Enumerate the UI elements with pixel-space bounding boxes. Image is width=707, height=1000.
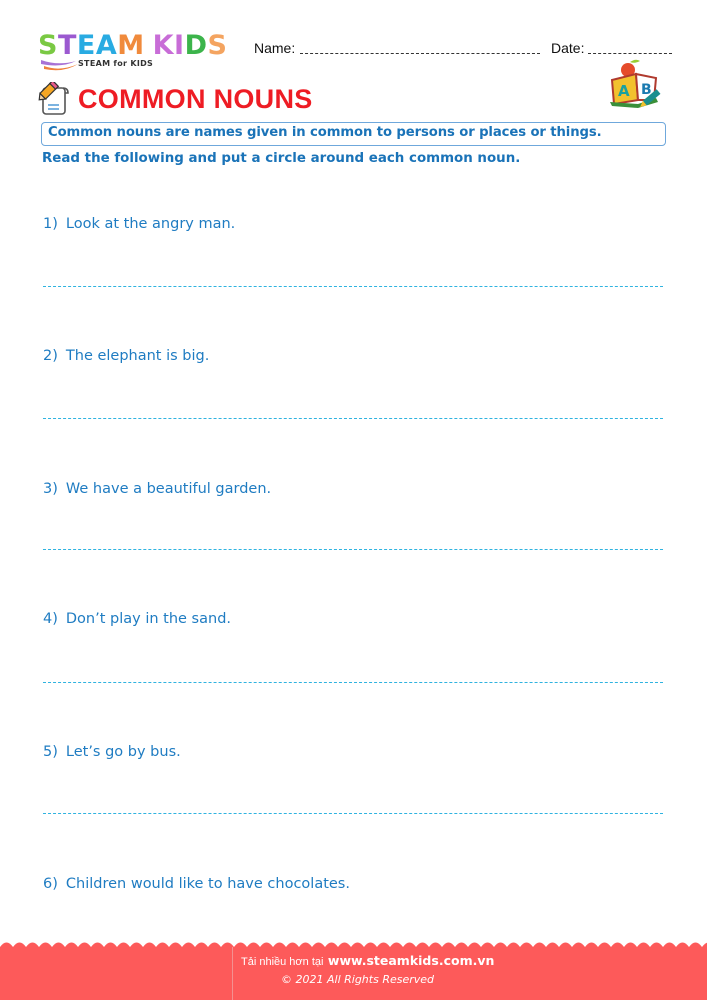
question-number: 1) <box>43 216 58 232</box>
logo-letter: M <box>117 30 145 61</box>
footer-website-link[interactable]: www.steamkids.com.vn <box>327 953 495 968</box>
question-item[interactable] <box>43 744 181 760</box>
question-number: 6) <box>43 876 58 892</box>
instruction-text: Read the following and put a circle around each common noun. <box>42 151 521 166</box>
question-text: Children would like to have chocolates. <box>65 876 350 892</box>
logo-letter: S <box>38 30 58 61</box>
footer-copyright: © 2021 All Rights Reserved <box>281 973 435 986</box>
logo-letter: I <box>174 30 185 61</box>
svg-text:A: A <box>618 82 630 100</box>
question-number: 4) <box>43 611 58 627</box>
answer-line[interactable] <box>43 286 663 287</box>
question-number: 5) <box>43 744 58 760</box>
date-label: Date: <box>551 40 585 56</box>
question-text: Look at the angry man. <box>65 216 236 232</box>
answer-line[interactable] <box>43 418 663 419</box>
steam-kids-logo <box>38 32 238 72</box>
logo-letter: E <box>76 30 96 61</box>
name-label: Name: <box>254 40 296 56</box>
logo-letter: S <box>207 30 228 61</box>
footer-divider <box>232 947 233 1000</box>
logo-letter: D <box>184 30 208 61</box>
question-item[interactable] <box>43 611 231 627</box>
question-text: The elephant is big. <box>65 348 210 364</box>
logo-letter: A <box>95 30 118 61</box>
question-number: 2) <box>43 348 58 364</box>
question-item[interactable] <box>43 348 209 364</box>
logo-wordmark <box>38 32 227 60</box>
date-field[interactable] <box>588 53 672 54</box>
pencil-scroll-icon <box>37 82 71 116</box>
logo-letter: T <box>57 30 77 61</box>
name-field[interactable] <box>300 53 540 54</box>
logo-tagline: STEAM for KIDS <box>78 59 154 68</box>
logo-swoosh-icon <box>40 58 80 72</box>
answer-line[interactable] <box>43 549 663 550</box>
question-item[interactable] <box>43 481 271 497</box>
footer-prefix: Tải nhiều hơn tại <box>241 956 324 968</box>
apple-abc-book-icon <box>606 58 664 110</box>
question-text: Don’t play in the sand. <box>65 611 232 627</box>
question-item[interactable] <box>43 876 350 892</box>
question-text: We have a beautiful garden. <box>65 481 272 497</box>
logo-letter: K <box>152 30 175 61</box>
definition-box: Common nouns are names given in common to persons or places or things. <box>41 122 666 146</box>
footer-download-line <box>241 952 494 970</box>
question-item[interactable] <box>43 216 235 232</box>
page-title: COMMON NOUNS <box>78 84 313 114</box>
answer-line[interactable] <box>43 813 663 814</box>
question-text: Let’s go by bus. <box>65 744 181 760</box>
question-number: 3) <box>43 481 58 497</box>
svg-text:B: B <box>641 82 652 98</box>
footer <box>0 947 707 1000</box>
answer-line[interactable] <box>43 682 663 683</box>
